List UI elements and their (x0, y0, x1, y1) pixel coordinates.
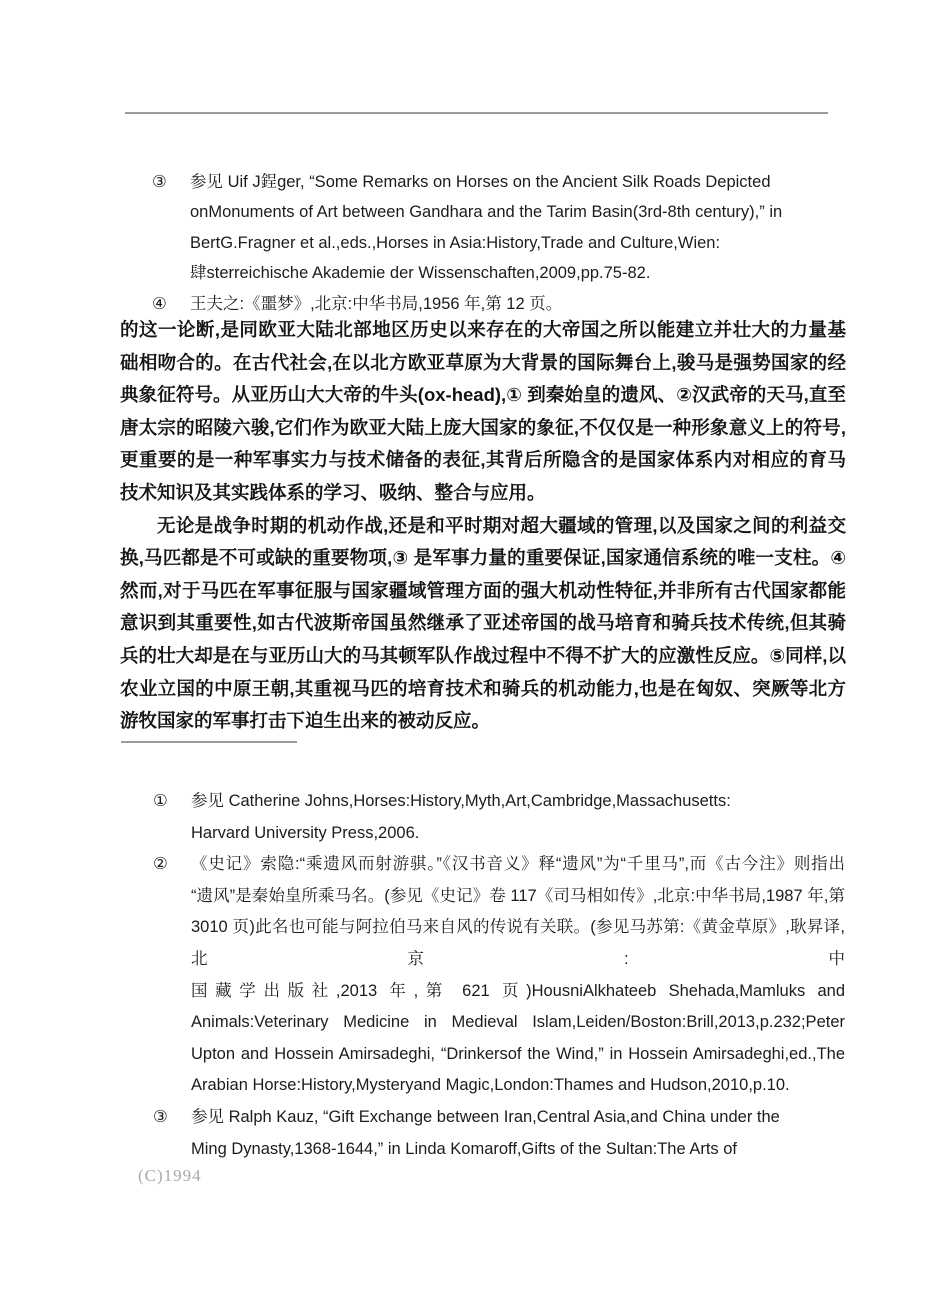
footnote-line: 参见 Catherine Johns,Horses:History,Myth,Art,Cambridge,Massachusetts: (191, 792, 731, 810)
footnote-content (191, 1102, 845, 1165)
footnote-item (152, 167, 820, 289)
footnote-line: Ming Dynasty,1368-1644,” in Linda Komaroff,Gifts of the Sultan:The Arts of (191, 1139, 738, 1158)
footnote-line: BertG.Fragner et al.,eds.,Horses in Asia:History,Trade and Culture,Wien: (190, 233, 721, 252)
top-footnotes (152, 167, 820, 319)
footnote-line: 3010 页)此名也可能与阿拉伯马来自风的传说有关联。(参见马苏第:《黄金草原》,耿昇译,北京:中 (191, 918, 845, 968)
footnote-line: Harvard University Press,2006. (191, 823, 420, 842)
footnote-line: 参见 Ralph Kauz, “Gift Exchange between Iran,Central Asia,and China under the (191, 1107, 780, 1126)
footnote-marker: ③ (152, 173, 167, 191)
footnote-line: “遗风”是秦始皇所乘马名。(参见《史记》卷 117《司马相如传》,北京:中华书局,1987 年,第 (191, 886, 845, 905)
footnote-line: Upton and Hossein Amirsadeghi, “Drinkersof the Wind,” in Hossein Amirsadeghi,ed.,The (191, 1044, 845, 1063)
footnote-marker: ④ (152, 294, 167, 313)
footnote-line: 《史记》索隐:“乘遗风而射游骐。”《汉书音义》释“遗风”为“千里马”,而《古今注》则指出 (191, 855, 845, 874)
footnote-item (153, 786, 845, 849)
footnote-line: onMonuments of Art between Gandhara and the Tarim Basin(3rd-8th century),” in (190, 203, 783, 222)
footnote-line: Arabian Horse:History,Mysteryand Magic,London:Thames and Hudson,2010,p.10. (191, 1076, 790, 1095)
footnote-line: 国藏学出版社,2013 年,第 621 页)HousniAlkhateeb Shehada,Mamluks and (191, 981, 845, 1000)
footnote-content (191, 786, 845, 849)
footnote-line: 参见 Uif J鋥ger, “Some Remarks on Horses on the Ancient Silk Roads Depicted (190, 173, 771, 191)
top-rule (125, 112, 828, 114)
footnote-marker: ③ (153, 1107, 168, 1126)
body-paragraph: 无论是战争时期的机动作战,还是和平时期对超大疆域的管理,以及国家之间的利益交换,马匹都是不可或缺的重要物项,③ 是军事力量的重要保证,国家通信系统的唯一支柱。④然而,对于马匹在军事征服与国家疆域管理方面的强大机动性特征,并非所有古代国家都能意识到其重要性,如古代波斯帝国虽然继承了亚述帝国的战马培育和骑兵技术传统,但其骑兵的壮大却是在与亚历山大的马其顿军队作战过程中不得不扩大的应激性反应。⑤同样,以农业立国的中原王朝,其重视马匹的培育技术和骑兵的机动能力,也是在匈奴、突厥等北方游牧国家的军事打击下迫生出来的被动反应。 (120, 514, 846, 732)
footnote-content (191, 849, 845, 1102)
body-paragraph: 的这一论断,是同欧亚大陆北部地区历史以来存在的大帝国之所以能建立并壮大的力量基础相吻合的。在古代社会,在以北方欧亚草原为大背景的国际舞台上,骏马是强势国家的经典象征符号。从亚历山大大帝的牛头(ox-head),① 到秦始皇的遗风、②汉武帝的天马,直至唐太宗的昭陵六骏,它们作为欧亚大陆上庞大国家的象征,不仅仅是一种形象意义上的符号,更重要的是一种军事实力与技术储备的表征,其背后所隐含的是国家体系内对相应的育马技术知识及其实践体系的学习、吸纳、整合与应用。 (120, 319, 846, 503)
footnote-marker: ① (153, 792, 168, 810)
footnote-item (153, 849, 845, 1102)
footnote-content (190, 167, 820, 289)
footnote-item (153, 1102, 845, 1165)
footnote-line: 王夫之:《噩梦》,北京:中华书局,1956 年,第 12 页。 (190, 294, 563, 313)
body-text (120, 314, 846, 738)
footnote-marker: ② (153, 855, 168, 874)
footnote-line: 肆sterreichische Akademie der Wissenschaften,2009,pp.75-82. (190, 264, 651, 283)
footnote-line: Animals:Veterinary Medicine in Medieval Islam,Leiden/Boston:Brill,2013,p.232;Peter (191, 1013, 845, 1032)
copyright-watermark: (C)1994 (138, 1166, 202, 1185)
footnote-divider (121, 741, 297, 743)
bottom-footnotes (153, 786, 845, 1165)
